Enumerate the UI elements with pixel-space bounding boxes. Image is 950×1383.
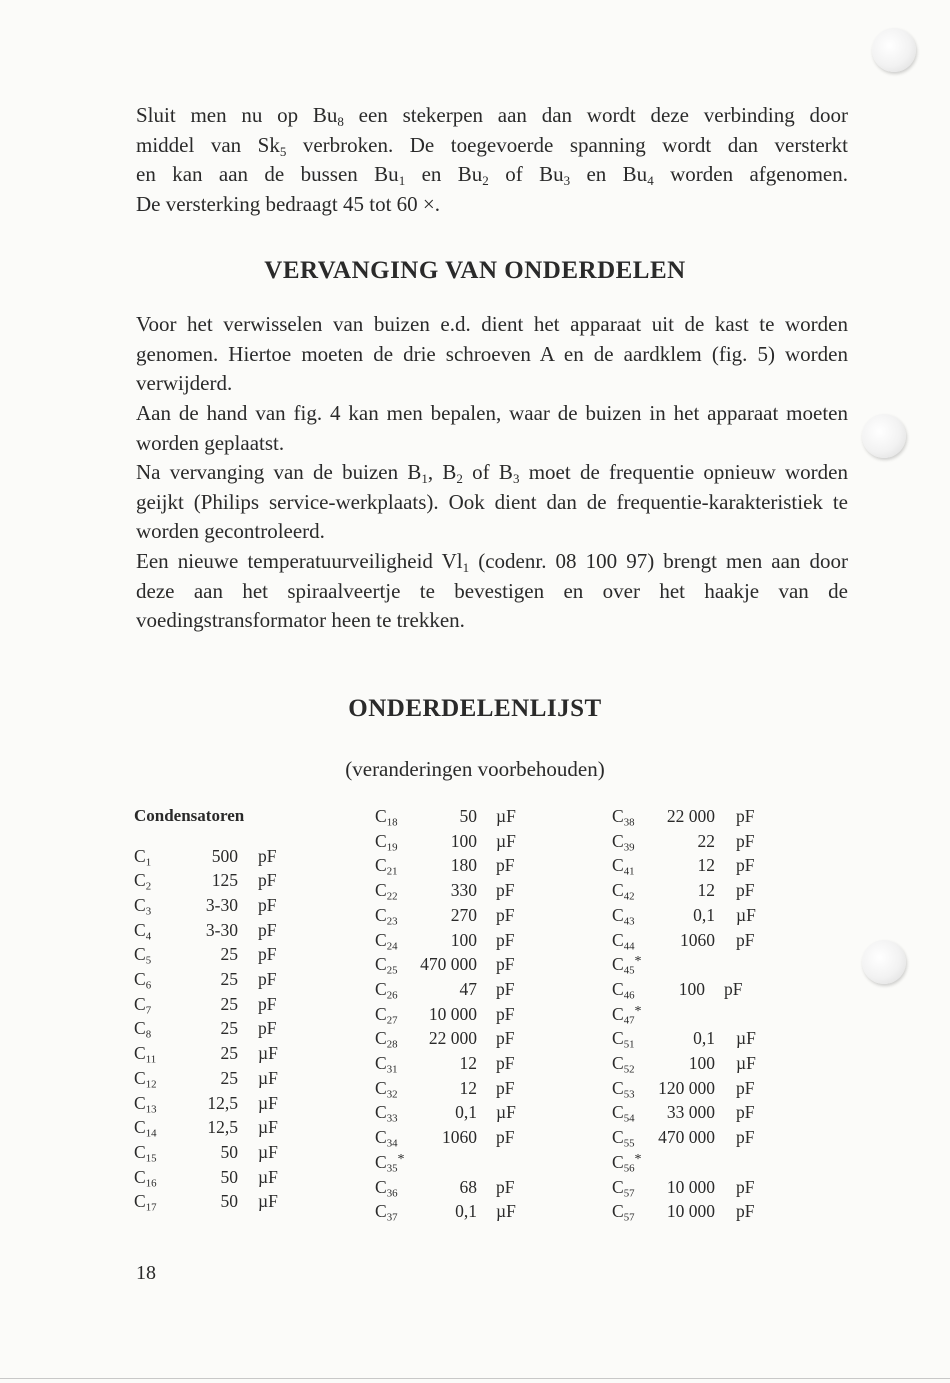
paragraph-text: Een nieuwe temperatuurveiligheid Vl <box>136 549 463 573</box>
part-designator: $C_{36}$ <box>375 1176 398 1199</box>
replacement-paragraph-3 <box>136 458 848 547</box>
part-value: 50 <box>220 1191 238 1212</box>
part-designator: $C_2$ <box>134 870 152 893</box>
part-value: 1060 <box>680 929 715 950</box>
part-designator: $C_{18}$ <box>375 806 398 829</box>
subscript: 4 <box>647 173 654 189</box>
part-unit: µF <box>496 806 516 826</box>
part-row <box>134 1142 294 1167</box>
part-row <box>375 1127 535 1152</box>
part-designator: $C_{38}$ <box>612 806 635 829</box>
intro-text: worden afgenomen. <box>653 162 848 187</box>
part-designator: $C_{13}$ <box>134 1092 157 1115</box>
part-row <box>375 1152 535 1177</box>
subscript: 1 <box>421 470 428 486</box>
part-unit: µF <box>258 1191 278 1212</box>
part-unit: pF <box>736 1077 755 1098</box>
intro-text: of Bu <box>488 162 564 187</box>
part-value: 22 <box>697 830 715 851</box>
subscript: 1 <box>398 173 406 189</box>
part-designator: $C_{12}$ <box>134 1067 157 1091</box>
section-title-replacement: VERVANGING VAN ONDERDELEN <box>264 257 686 284</box>
part-designator: $C_{45}^*$ <box>612 954 642 977</box>
part-designator: $C_{43}$ <box>612 904 635 928</box>
part-row <box>612 1078 772 1103</box>
designator-index: 17 <box>145 1201 157 1214</box>
capacitors-heading: Condensatoren <box>134 806 245 825</box>
designator-index: 15 <box>145 1152 157 1165</box>
part-row <box>612 1127 772 1152</box>
designator-index: 51 <box>623 1038 635 1051</box>
part-value: 12 <box>697 880 715 901</box>
part-unit: pF <box>496 1003 515 1024</box>
part-designator: $C_{42}$ <box>612 880 635 903</box>
intro-line-2 <box>136 131 848 161</box>
part-value: 25 <box>220 993 238 1014</box>
designator-index: 12 <box>145 1078 157 1091</box>
designator-index: 3 <box>145 905 152 918</box>
part-unit: pF <box>496 954 515 975</box>
subscript: 8 <box>337 113 344 129</box>
part-value: 68 <box>459 1176 477 1197</box>
part-value: 100 <box>688 1053 715 1073</box>
part-row <box>134 1167 294 1192</box>
part-row <box>375 1004 535 1029</box>
subscript: 1 <box>462 559 470 575</box>
part-value: 1060 <box>442 1127 477 1148</box>
part-row <box>612 831 772 856</box>
part-unit: pF <box>736 1127 755 1148</box>
part-unit: pF <box>496 880 515 901</box>
replacement-paragraph-2: Aan de hand van fig. 4 kan men bepalen, waar de buizen in het apparaat moeten worden geplaatst. <box>136 401 848 455</box>
part-designator: $C_6$ <box>134 969 152 992</box>
part-designator: $C_{27}$ <box>375 1003 398 1026</box>
part-unit: pF <box>496 1028 515 1049</box>
part-row <box>134 1018 294 1043</box>
part-designator: $C_{47}^*$ <box>612 1003 642 1026</box>
designator-index: 57 <box>623 1186 635 1199</box>
part-designator: $C_{46}$ <box>612 978 635 1002</box>
part-value: 0,1 <box>455 1201 477 1222</box>
footnote-marker: * <box>634 954 642 970</box>
part-value: 100 <box>450 830 477 851</box>
part-unit: µF <box>736 904 756 925</box>
intro-text: en Bu <box>405 162 483 187</box>
designator-index: 38 <box>623 816 635 829</box>
part-row <box>134 846 294 871</box>
part-row <box>612 1028 772 1053</box>
part-value: 470 000 <box>658 1127 715 1148</box>
part-designator: $C_{19}$ <box>375 830 398 853</box>
punch-hole-bottom <box>862 940 906 984</box>
part-unit: pF <box>736 855 755 876</box>
part-designator: $C_{31}$ <box>375 1053 398 1076</box>
designator-index: 56 <box>623 1162 635 1175</box>
designator-index: 33 <box>386 1112 398 1125</box>
page-bottom-edge <box>0 1378 950 1379</box>
parts-column-3 <box>612 806 772 1226</box>
designator-index: 6 <box>145 979 152 992</box>
part-unit: µF <box>736 1053 756 1073</box>
footnote-marker: * <box>634 1003 642 1019</box>
part-row <box>134 870 294 895</box>
part-unit: µF <box>258 1092 278 1113</box>
part-unit: pF <box>258 894 277 915</box>
part-unit: pF <box>736 830 755 851</box>
part-row <box>612 1053 772 1078</box>
part-value: 10 000 <box>666 1176 715 1197</box>
part-value: 180 <box>450 855 477 876</box>
part-row <box>375 1201 535 1226</box>
part-unit: pF <box>736 806 755 826</box>
part-unit: pF <box>258 870 277 891</box>
part-value: 500 <box>211 845 238 866</box>
designator-index: 54 <box>623 1112 635 1125</box>
designator-index: 25 <box>386 964 398 977</box>
designator-index: 28 <box>386 1038 398 1051</box>
part-unit: µF <box>258 1067 278 1088</box>
designator-index: 37 <box>386 1211 398 1224</box>
part-row <box>375 1102 535 1127</box>
punch-hole-top <box>872 28 916 72</box>
part-unit: pF <box>736 880 755 901</box>
part-row <box>612 1004 772 1029</box>
part-value: 10 000 <box>428 1003 477 1024</box>
paragraph-text: moet de frequentie opnieuw worden geijkt (Philips service-werkplaats). Ook dient dan de frequentie-karakteristiek te worden gecontroleerd. <box>136 460 848 544</box>
intro-text: en kan aan de bussen Bu <box>136 162 399 187</box>
part-designator: $C_8$ <box>134 1018 152 1041</box>
part-designator: $C_{14}$ <box>134 1117 157 1140</box>
part-value: 0,1 <box>693 904 715 925</box>
part-designator: $C_{34}$ <box>375 1127 398 1150</box>
part-unit: µF <box>496 1102 516 1123</box>
part-value: 120 000 <box>658 1077 715 1098</box>
intro-line-4: De versterking bedraagt 45 tot 60 ×. <box>136 191 441 216</box>
part-designator: $C_{53}$ <box>612 1077 635 1100</box>
part-row <box>375 831 535 856</box>
designator-index: 26 <box>386 989 398 1002</box>
part-row <box>375 806 535 831</box>
part-value: 12 <box>459 1053 477 1073</box>
part-row <box>375 979 535 1004</box>
subscript: 2 <box>456 470 463 486</box>
part-designator: $C_{41}$ <box>612 855 635 878</box>
intro-text: Sluit men nu op Bu <box>136 103 338 127</box>
part-unit: µF <box>258 1117 278 1138</box>
subscript: 5 <box>279 143 287 159</box>
part-designator: $C_{16}$ <box>134 1166 157 1189</box>
part-unit: pF <box>736 1176 755 1197</box>
designator-index: 32 <box>386 1087 398 1100</box>
part-unit: pF <box>258 919 277 940</box>
subscript: 2 <box>482 173 489 189</box>
part-row <box>612 954 772 979</box>
page-number: 18 <box>136 1262 156 1284</box>
paragraph-text: , B <box>427 460 457 484</box>
paragraph-text: of B <box>462 460 513 484</box>
part-row <box>134 920 294 945</box>
part-designator: $C_{21}$ <box>375 855 398 878</box>
part-unit: pF <box>736 1102 755 1123</box>
designator-index: 24 <box>386 939 398 952</box>
designator-index: 41 <box>623 865 635 878</box>
designator-index: 35 <box>386 1162 398 1175</box>
part-value: 47 <box>459 978 477 999</box>
part-unit: pF <box>496 1077 515 1098</box>
part-row <box>134 1043 294 1068</box>
part-unit: pF <box>724 978 743 999</box>
parts-list-subtitle: (veranderingen voorbehouden) <box>345 757 605 781</box>
part-designator: $C_{22}$ <box>375 880 398 903</box>
part-row <box>612 1177 772 1202</box>
part-row <box>375 905 535 930</box>
part-designator: $C_{17}$ <box>134 1191 157 1214</box>
part-designator: $C_{37}$ <box>375 1201 398 1224</box>
intro-text: een stekerpen aan dan wordt deze verbinding door <box>343 103 848 127</box>
intro-text: verbroken. De toegevoerde spanning wordt dan versterkt <box>286 132 848 157</box>
part-unit: pF <box>496 855 515 876</box>
paragraph-text: (codenr. 08 100 97) brengt men aan door deze aan het spiraalveertje te bevestigen en over het haakje van de voedingstransformator heen te trekken. <box>136 549 849 633</box>
part-unit: µF <box>736 1028 756 1049</box>
part-value: 3-30 <box>205 919 238 940</box>
part-unit: pF <box>496 904 515 925</box>
designator-index: 1 <box>145 855 152 868</box>
part-value: 470 000 <box>420 954 477 975</box>
part-designator: $C_{39}$ <box>612 830 635 853</box>
part-value: 25 <box>220 1067 238 1088</box>
designator-index: 13 <box>145 1102 157 1115</box>
part-unit: pF <box>496 1176 515 1197</box>
designator-index: 18 <box>386 816 398 829</box>
designator-index: 11 <box>145 1053 157 1066</box>
part-designator: $C_{35}^*$ <box>375 1151 405 1175</box>
part-designator: $C_{57}$ <box>612 1176 635 1199</box>
designator-index: 53 <box>623 1087 635 1100</box>
designator-index: 5 <box>145 954 152 967</box>
subscript: 3 <box>512 470 520 486</box>
part-value: 0,1 <box>693 1028 715 1049</box>
subscript: 3 <box>563 173 571 189</box>
part-row <box>612 1102 772 1127</box>
parts-column-1 <box>134 806 294 1226</box>
part-unit: pF <box>258 1018 277 1039</box>
part-row <box>612 979 772 1004</box>
part-value: 100 <box>678 978 705 999</box>
designator-index: 34 <box>386 1137 398 1150</box>
designator-index: 36 <box>386 1186 398 1199</box>
intro-text: en Bu <box>570 162 648 187</box>
part-row <box>612 1152 772 1177</box>
part-unit: pF <box>258 969 277 990</box>
part-designator: $C_4$ <box>134 919 152 942</box>
part-value: 25 <box>220 1043 238 1064</box>
designator-index: 44 <box>623 939 635 952</box>
part-unit: pF <box>496 929 515 950</box>
designator-index: 21 <box>386 865 398 878</box>
part-value: 270 <box>450 904 477 925</box>
designator-index: 47 <box>623 1013 635 1026</box>
designator-index: 27 <box>386 1013 398 1026</box>
part-designator: $C_{26}$ <box>375 978 398 1002</box>
part-unit: pF <box>258 944 277 965</box>
intro-line-3 <box>136 160 848 190</box>
part-designator: $C_1$ <box>134 845 152 868</box>
part-row <box>612 880 772 905</box>
part-designator: $C_{52}$ <box>612 1053 635 1076</box>
part-unit: µF <box>496 830 516 851</box>
part-unit: pF <box>496 978 515 999</box>
designator-index: 19 <box>386 840 398 853</box>
footnote-marker: * <box>634 1151 642 1167</box>
part-row <box>612 855 772 880</box>
part-value: 25 <box>220 1018 238 1039</box>
part-unit: pF <box>496 1053 515 1073</box>
part-row <box>134 994 294 1019</box>
intro-line-1 <box>136 101 848 131</box>
parts-column-2 <box>375 806 535 1226</box>
replacement-paragraph-4 <box>136 547 848 636</box>
paragraph-text: Na vervanging van de buizen B <box>136 460 422 484</box>
part-row <box>134 969 294 994</box>
punch-hole-middle <box>862 414 906 458</box>
designator-index: 57 <box>623 1211 635 1224</box>
part-row <box>375 1177 535 1202</box>
part-row <box>612 930 772 955</box>
part-designator: $C_{55}$ <box>612 1127 635 1150</box>
part-unit: µF <box>258 1166 278 1187</box>
designator-index: 42 <box>623 890 635 903</box>
part-value: 22 000 <box>428 1028 477 1049</box>
part-row <box>375 1078 535 1103</box>
part-designator: $C_{15}$ <box>134 1141 157 1165</box>
designator-index: 14 <box>145 1127 157 1140</box>
part-value: 22 000 <box>666 806 715 826</box>
part-row <box>375 855 535 880</box>
designator-index: 46 <box>623 989 635 1002</box>
part-value: 12,5 <box>207 1092 238 1113</box>
replacement-paragraph-1: Voor het verwisselen van buizen e.d. dient het apparaat uit de kast te worden genomen. Hiertoe moeten de drie schroeven A en de aardklem (fig. 5) worden verwijderd. <box>136 312 848 396</box>
designator-index: 23 <box>386 915 398 928</box>
part-unit: pF <box>258 993 277 1014</box>
section-title-parts-list: ONDERDELENLIJST <box>348 695 602 722</box>
part-unit: µF <box>258 1141 278 1162</box>
part-value: 25 <box>220 969 238 990</box>
part-designator: $C_{24}$ <box>375 929 398 952</box>
part-value: 50 <box>220 1141 238 1162</box>
part-designator: $C_{44}$ <box>612 929 635 952</box>
part-designator: $C_{51}$ <box>612 1028 635 1051</box>
part-value: 50 <box>220 1166 238 1187</box>
part-designator: $C_5$ <box>134 944 152 967</box>
designator-index: 16 <box>145 1176 157 1189</box>
part-designator: $C_{32}$ <box>375 1077 398 1100</box>
part-row <box>375 954 535 979</box>
part-unit: µF <box>258 1043 278 1064</box>
part-unit: pF <box>496 1127 515 1148</box>
designator-index: 7 <box>145 1003 152 1016</box>
part-unit: pF <box>258 845 277 866</box>
designator-index: 4 <box>145 929 152 942</box>
part-designator: $C_{23}$ <box>375 904 398 928</box>
designator-index: 52 <box>623 1063 635 1076</box>
designator-index: 39 <box>623 840 635 853</box>
part-designator: $C_{11}$ <box>134 1043 157 1066</box>
part-row <box>134 1117 294 1142</box>
part-value: 125 <box>211 870 238 891</box>
designator-index: 2 <box>145 880 152 893</box>
part-designator: $C_{33}$ <box>375 1102 398 1125</box>
designator-index: 31 <box>386 1063 398 1076</box>
part-value: 12 <box>697 855 715 876</box>
part-designator: $C_{56}^*$ <box>612 1151 642 1175</box>
intro-paragraph <box>136 101 848 219</box>
part-row <box>612 1201 772 1226</box>
designator-index: 22 <box>386 890 398 903</box>
part-row <box>134 1068 294 1093</box>
part-row <box>375 1028 535 1053</box>
part-value: 0,1 <box>455 1102 477 1123</box>
part-row <box>134 1191 294 1216</box>
part-row <box>134 895 294 920</box>
part-value: 3-30 <box>205 894 238 915</box>
part-designator: $C_{57}$ <box>612 1201 635 1224</box>
part-designator: $C_{54}$ <box>612 1102 635 1125</box>
part-value: 12 <box>459 1077 477 1098</box>
part-value: 330 <box>450 880 477 901</box>
part-designator: $C_{25}$ <box>375 954 398 977</box>
part-row <box>134 1093 294 1118</box>
designator-index: 55 <box>623 1137 635 1150</box>
designator-index: 45 <box>623 964 635 977</box>
part-value: 50 <box>459 806 477 826</box>
part-row <box>375 1053 535 1078</box>
part-designator: $C_{28}$ <box>375 1028 398 1051</box>
designator-index: 43 <box>623 915 635 928</box>
part-value: 12,5 <box>207 1117 238 1138</box>
part-unit: pF <box>736 1201 755 1222</box>
part-value: 33 000 <box>666 1102 715 1123</box>
part-unit: pF <box>736 929 755 950</box>
part-row <box>375 930 535 955</box>
part-designator: $C_3$ <box>134 894 152 918</box>
part-value: 10 000 <box>666 1201 715 1222</box>
part-row <box>134 944 294 969</box>
part-row <box>612 806 772 831</box>
footnote-marker: * <box>397 1151 405 1167</box>
part-row <box>375 880 535 905</box>
part-value: 100 <box>450 929 477 950</box>
designator-index: 8 <box>145 1028 152 1041</box>
part-row <box>612 905 772 930</box>
intro-text: middel van Sk <box>136 132 280 157</box>
part-designator: $C_7$ <box>134 993 152 1016</box>
part-value: 25 <box>220 944 238 965</box>
part-unit: µF <box>496 1201 516 1222</box>
